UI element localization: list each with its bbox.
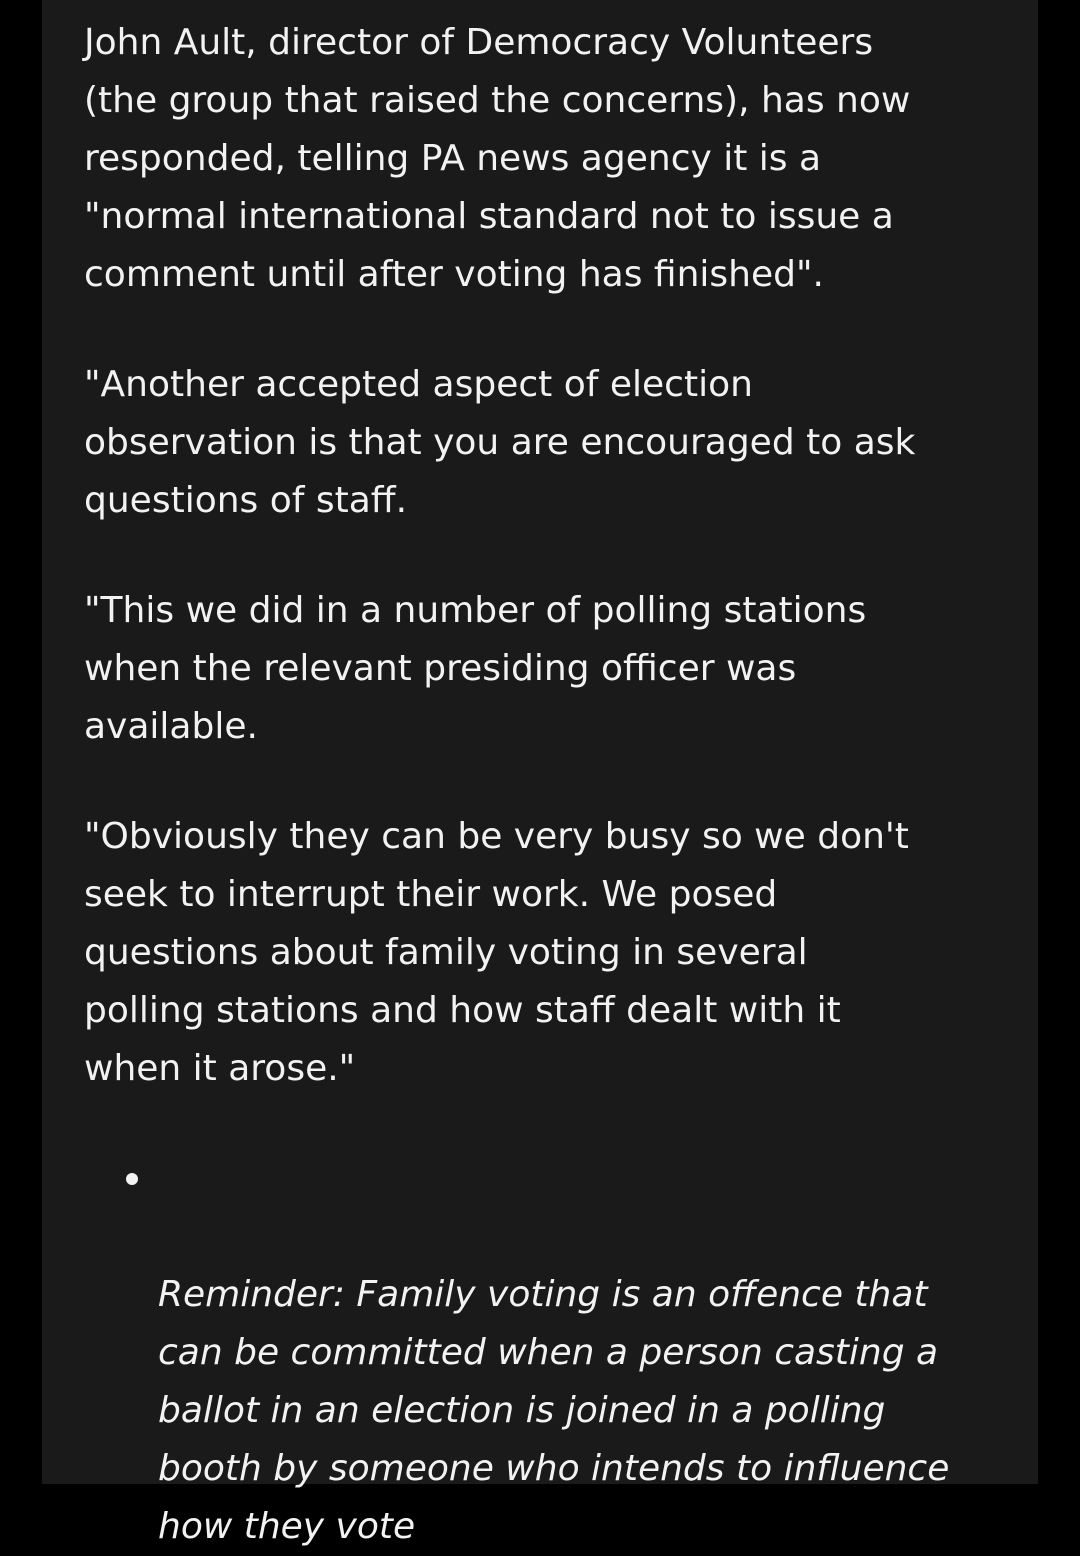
list-item [84,1150,988,1556]
article-body [42,0,1038,1547]
article-paragraph: "Another accepted aspect of election observation is that you are encouraged to ask questions of staff. [84,364,916,521]
article-paragraph: John Ault, director of Democracy Volunteers (the group that raised the concerns), has now responded, telling PA news agency it is a "normal international standard not to issue a comment until after voting has finished". [84,22,911,295]
bullet-dot-icon [126,1173,138,1185]
article-paragraph: "Obviously they can be very busy so we don't seek to interrupt their work. We posed questions about family voting in several polling stations and how staff dealt with it when it arose." [84,816,909,1089]
reminder-list [84,1150,1038,1556]
reminder-text: Reminder: Family voting is an offence that can be committed when a person casting a ballot in an election is joined in a polling booth by someone who intends to influence how they vote [158,1274,950,1547]
article-paragraph: "This we did in a number of polling stations when the relevant presiding officer was available. [84,590,867,747]
